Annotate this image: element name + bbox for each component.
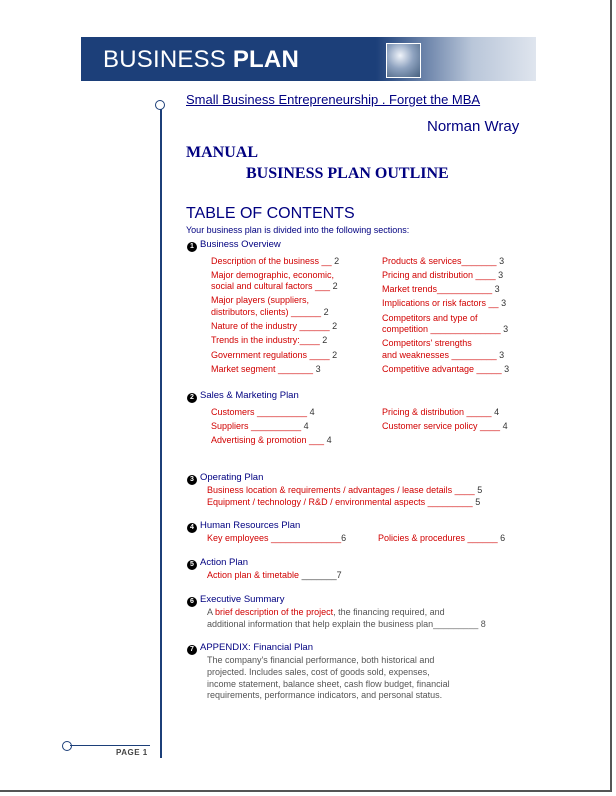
toc-item: competition ______________ 3 bbox=[382, 324, 509, 334]
section-number-icon: 2 bbox=[187, 393, 197, 403]
toc-item: Market trends___________ 3 bbox=[382, 284, 500, 294]
toc-item: Implications or risk factors __ 3 bbox=[382, 298, 507, 308]
section-title: Sales & Marketing Plan bbox=[200, 390, 299, 401]
section-title: Executive Summary bbox=[200, 594, 285, 605]
section-title: Operating Plan bbox=[200, 472, 264, 483]
toc-item: and weaknesses _________ 3 bbox=[382, 350, 505, 360]
toc-item: Nature of the industry ______ 2 bbox=[211, 321, 338, 331]
toc-title: TABLE OF CONTENTS bbox=[186, 205, 355, 222]
section-number-icon: 5 bbox=[187, 560, 197, 570]
toc-item: Competitors and type of bbox=[382, 313, 478, 323]
toc-item: Competitors' strengths bbox=[382, 338, 472, 348]
toc-item: Business location & requirements / advantages / lease details ____ 5 bbox=[207, 485, 483, 495]
appendix-line: income statement, balance sheet, cash flow budget, financial bbox=[207, 679, 450, 689]
section-heading bbox=[187, 520, 300, 533]
toc-item: Pricing and distribution ____ 3 bbox=[382, 270, 504, 280]
section-number-icon: 1 bbox=[187, 242, 197, 252]
outline-heading: BUSINESS PLAN OUTLINE bbox=[246, 165, 449, 182]
page-label: PAGE 1 bbox=[116, 748, 148, 757]
toc-item: Action plan & timetable _______7 bbox=[207, 570, 342, 580]
toc-item: Government regulations ____ 2 bbox=[211, 350, 338, 360]
appendix-line: The company's financial performance, both historical and bbox=[207, 655, 435, 665]
toc-item: Equipment / technology / R&D / environmental aspects _________ 5 bbox=[207, 497, 481, 507]
toc-item: Major demographic, economic, bbox=[211, 270, 335, 280]
toc-item: Key employees ______________6 bbox=[207, 533, 347, 543]
toc-item: Customers __________ 4 bbox=[211, 407, 315, 417]
appendix-line: projected. Includes sales, cost of goods sold, expenses, bbox=[207, 667, 430, 677]
section-number-icon: 6 bbox=[187, 597, 197, 607]
subtitle-link[interactable]: Small Business Entrepreneurship . Forget the MBA bbox=[186, 92, 481, 107]
toc-item: Trends in the industry:____ 2 bbox=[211, 335, 328, 345]
section-heading bbox=[187, 390, 299, 403]
toc-item: Suppliers __________ 4 bbox=[211, 421, 309, 431]
banner-photo-icon bbox=[386, 43, 421, 78]
manual-heading: MANUAL bbox=[186, 144, 258, 161]
section-number-icon: 7 bbox=[187, 645, 197, 655]
toc-item: Pricing & distribution _____ 4 bbox=[382, 407, 500, 417]
banner-title: BUSINESS PLAN bbox=[103, 46, 299, 73]
footer-rule bbox=[70, 745, 150, 746]
section-title: Action Plan bbox=[200, 557, 249, 568]
section-heading bbox=[187, 239, 281, 252]
section-number-icon: 4 bbox=[187, 523, 197, 533]
toc-item: Products & services_______ 3 bbox=[382, 256, 505, 266]
rule-bottom-circle bbox=[62, 741, 72, 751]
toc-item: Policies & procedures ______ 6 bbox=[378, 533, 506, 543]
section-title: Human Resources Plan bbox=[200, 520, 301, 531]
section-heading bbox=[187, 642, 313, 655]
toc-item: Market segment _______ 3 bbox=[211, 364, 321, 374]
exec-summary-line: A brief description of the project, the financing required, and bbox=[207, 607, 445, 617]
section-title: Business Overview bbox=[200, 239, 281, 250]
toc-item: Competitive advantage _____ 3 bbox=[382, 364, 510, 374]
author-name: Norman Wray bbox=[427, 118, 520, 135]
toc-item: distributors, clients) ______ 2 bbox=[211, 307, 329, 317]
section-heading bbox=[187, 472, 263, 485]
appendix-line: requirements, performance indicators, and personal status. bbox=[207, 690, 443, 700]
section-number-icon: 3 bbox=[187, 475, 197, 485]
header-banner bbox=[81, 37, 536, 81]
toc-item: social and cultural factors ___ 2 bbox=[211, 281, 338, 291]
exec-summary-line: additional information that help explain the business plan_________ 8 bbox=[207, 619, 486, 629]
toc-item: Major players (suppliers, bbox=[211, 295, 310, 305]
section-heading bbox=[187, 557, 248, 570]
section-title: APPENDIX: Financial Plan bbox=[200, 642, 313, 653]
toc-intro: Your business plan is divided into the following sections: bbox=[186, 225, 410, 235]
rule-top-circle bbox=[155, 100, 165, 110]
vertical-rule bbox=[160, 108, 162, 758]
toc-item: Customer service policy ____ 4 bbox=[382, 421, 508, 431]
toc-item: Description of the business __ 2 bbox=[211, 256, 340, 266]
section-heading bbox=[187, 594, 284, 607]
toc-item: Advertising & promotion ___ 4 bbox=[211, 435, 332, 445]
